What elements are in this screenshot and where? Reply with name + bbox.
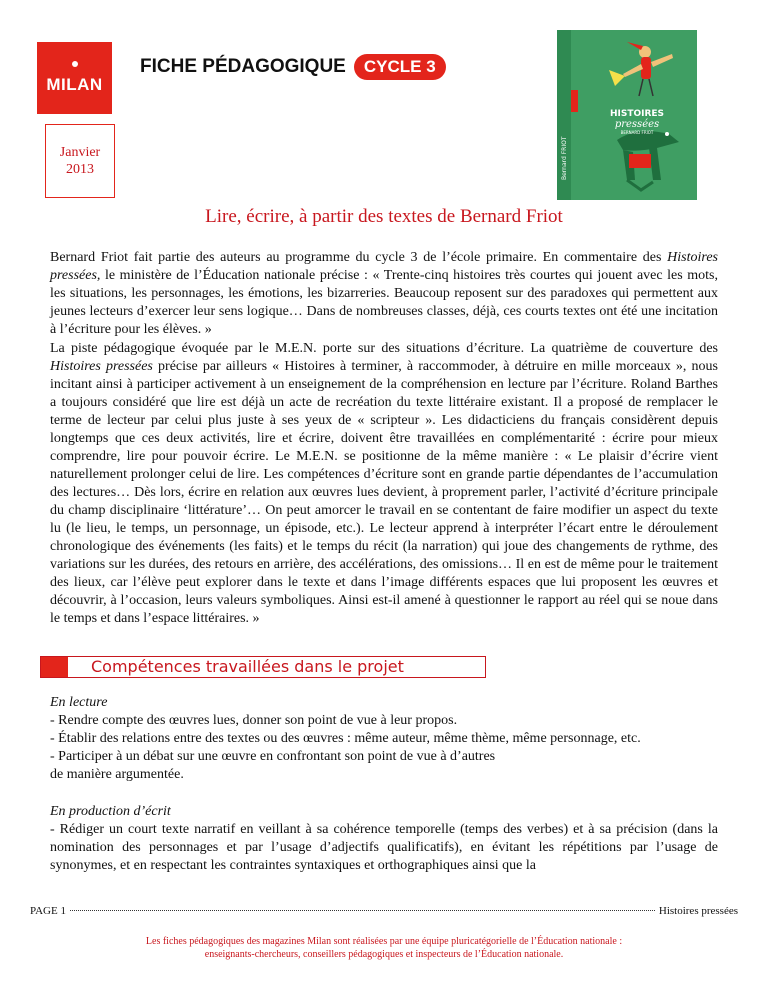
reading-skills [50, 694, 718, 784]
reading-label: En lecture [50, 695, 108, 710]
footer-note-line: Les fiches pédagogiques des magazines Milan sont réalisées par une équipe pluricatégorielle de l’Éducation nationale : [145, 936, 623, 947]
page-footer [30, 904, 738, 918]
cover-title-line1: HISTOIRES [609, 109, 665, 119]
logo-dot-icon [72, 61, 78, 67]
pedagogy-book-title: Histoires pressées [50, 359, 153, 374]
writing-label: En production d’écrit [50, 804, 171, 819]
footer-note-line: enseignants-chercheurs, conseillers pédagogiques et inspecteurs de l’Éducation nationale. [204, 949, 564, 960]
footer-dotted-rule [70, 910, 655, 911]
intro-text-2: le ministère de l’Éducation nationale précise : « Trente-cinq histoires très courtes qui jouent avec les mots, les situations, les personnages, les émotions, les bizarreries. Beaucoup reposent sur des paradoxes qui permettent aux jeunes lecteurs d’exercer leur sens logique… Dans de nombreuses classes, déjà, ces courts textes ont été une incitation à l’écriture pour les élèves. » [50, 268, 718, 337]
page-header [140, 54, 446, 80]
date-month: Janvier [59, 145, 101, 160]
pedagogy-text-1: La piste pédagogique évoquée par le M.E.N. porte sur des situations d’écriture. La quatrième de couverture des [50, 341, 718, 356]
intro-paragraph [50, 249, 718, 339]
section-header [40, 656, 486, 678]
writing-item: - Rédiger un court texte narratif en veillant à sa cohérence temporelle (temps des verbes) et à sa précision (dans la nomination des personnages et par l’usage d’adjectifs qualificatifs), en évitant les répétitions par l’usage de synonymes, et en respectant les contraintes syntaxiques et orthographiques ainsi que la [50, 822, 718, 873]
date-year: 2013 [66, 162, 94, 177]
footer-book-title: Histoires pressées [658, 905, 738, 917]
cover-author: BERNARD FRIOT [620, 130, 654, 135]
reading-item: - Rendre compte des œuvres lues, donner son point de vue à leur propos. [50, 713, 458, 728]
pedagogy-text-2: précise par ailleurs « Histoires à terminer, à raccommoder, à détruire en mille morceaux », nous incitant ainsi à participer activement à un enseignement de la compréhension en lecture par l’écriture. Roland Barthes a toujours considéré que lire est déjà un acte de recréation du texte littéraire existant. Il a proposé de remplacer le terme de lecteur par celui plus juste à ses yeux de « scripteur ». Les didacticiens du français considèrent depuis longtemps que ces deux activités, lire et écrire, doivent être travaillées en complémentarité : écrire pour mieux comprendre, lire pour pouvoir écrire. Le M.E.N. se positionne de la même manière : « Le plaisir d’écrire vient naturellement prolonger celui de lire. Les compétences d’écriture sont en grande partie dépendantes de l’accumulation des lectures… Dès lors, écrire en relation aux œuvres lues devient, à proprement parler, l’activité d’écriture principale du champ disciplinaire ‘littérature’… On peut amorcer le travail en se contentant de faire modifier un aspect du texte lu (le lieu, le temps, un personnage, un épisode, etc.). Le lecteur apprend à interpréter l’écart entre le déroulement chronologique des événements (les faits) et le temps du récit (la narration) qui joue des changements de rythme, des variations sur les durées, des retours en arrière, des accélérations, des omissions… Il en est de même pour le traitement des lieux, car l’élève peut explorer dans le texte et dans l’image différents espaces que lui proposent les œuvres et découvrir, à l’occasion, leurs valeurs symboliques. Ainsi est-il amené à questionner le rapport au réel qui se noue dans le temps et dans l’espace littéraires. » [50, 359, 719, 626]
milan-logo [37, 42, 112, 114]
book-cover-illustration [557, 30, 697, 200]
reading-item: de manière argumentée. [50, 767, 184, 782]
pedagogy-paragraph [50, 340, 718, 628]
book-cover [557, 30, 697, 200]
page-number: PAGE 1 [30, 905, 66, 917]
page-title: Lire, écrire, à partir des textes de Bernard Friot [205, 206, 563, 227]
cover-title-line2: pressées [614, 119, 660, 130]
cycle-badge: CYCLE 3 [354, 54, 446, 80]
section-title: Compétences travaillées dans le projet [91, 657, 404, 676]
writing-skills [50, 803, 718, 875]
intro-book-title: Histoires pressées, [50, 250, 718, 283]
logo-wordmark: MILAN [46, 75, 103, 94]
intro-text-1: Bernard Friot fait partie des auteurs au programme du cycle 3 de l’école primaire. En commentaire des [50, 250, 668, 265]
section-tab-marker [41, 657, 68, 677]
date-box [45, 124, 115, 198]
reading-item: - Participer à un débat sur une œuvre en confrontant son point de vue à d’autres [50, 749, 496, 764]
reading-item: - Établir des relations entre des textes ou des œuvres : même auteur, même thème, même personnage, etc. [50, 731, 641, 746]
cover-spine: Bernard FRIOT [561, 136, 568, 180]
footer-note [0, 935, 768, 961]
header-title: FICHE PÉDAGOGIQUE [140, 56, 346, 77]
